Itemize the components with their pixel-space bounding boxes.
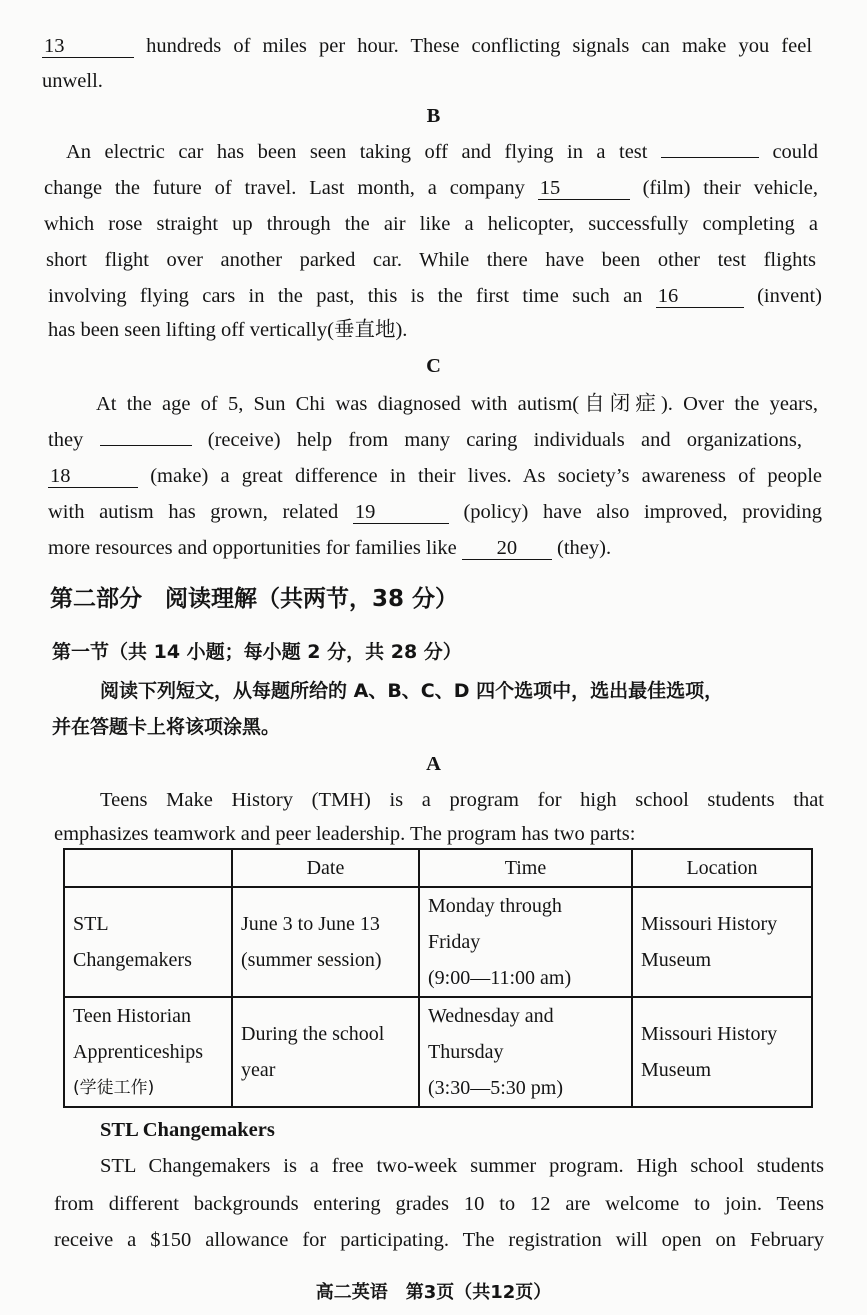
- time-cell: [419, 997, 632, 1107]
- text-span: involving flying cars in the past, this is the first time such an: [48, 285, 643, 307]
- text-span: more resources and opportunities for families like: [48, 537, 457, 559]
- location-cell: [632, 887, 812, 997]
- paragraph-line: which rose straight up through the air like a helicopter, successfully completing a: [44, 213, 818, 235]
- answer-blank: 16: [656, 285, 744, 308]
- section-heading-c: C: [426, 355, 441, 377]
- table-header-row: [64, 849, 812, 887]
- time-cell: [419, 887, 632, 997]
- paragraph-line: At the age of 5, Sun Chi was diagnosed with autism(自闭症). Over the years,: [96, 393, 818, 415]
- paragraph-line: [48, 282, 822, 310]
- cell-line: June 3 to June 13: [241, 913, 380, 935]
- text-span: with autism has grown, related: [48, 501, 339, 523]
- answer-blank: [661, 157, 759, 158]
- answer-blank: 13: [42, 35, 134, 58]
- cell-line: During the school: [241, 1023, 385, 1045]
- paragraph-line: from different backgrounds entering grades 10 to 12 are welcome to join. Teens: [54, 1193, 824, 1215]
- text-span: (they).: [557, 537, 612, 559]
- location-cell: [632, 997, 812, 1107]
- date-cell: [232, 887, 419, 997]
- cell-line: year: [241, 1059, 276, 1081]
- program-name-cell: [64, 887, 232, 997]
- answer-blank: 18: [48, 465, 138, 488]
- text-span: change the future of travel. Last month, a company: [44, 177, 525, 199]
- cell-line: Friday: [428, 931, 481, 953]
- part-two-title: 第二部分 阅读理解（共两节，38 分）: [50, 586, 459, 612]
- program-name-cell: [64, 997, 232, 1107]
- text-span: they: [48, 429, 84, 451]
- cell-line: Missouri History: [641, 1023, 778, 1045]
- cell-line: Museum: [641, 1059, 711, 1081]
- cell-line: (summer session): [241, 949, 382, 971]
- cell-line: STL: [73, 913, 109, 935]
- table-header-cell: Date: [232, 849, 419, 887]
- text-span: (film) their vehicle,: [642, 177, 819, 199]
- table-row: [64, 997, 812, 1107]
- text-span: could: [772, 141, 818, 163]
- paragraph-line: STL Changemakers is a free two-week summer program. High school students: [100, 1155, 824, 1177]
- passage-heading-a: A: [426, 753, 441, 775]
- text-span: (invent): [757, 285, 823, 307]
- page-footer: 高二英语 第3页（共12页）: [315, 1282, 552, 1303]
- paragraph-line: receive a $150 allowance for participating. The registration will open on February: [54, 1229, 824, 1251]
- answer-blank: 20: [462, 537, 552, 560]
- cell-line: (学徒工作): [73, 1078, 155, 1098]
- paragraph-line: [42, 32, 812, 60]
- instruction-line: 阅读下列短文，从每题所给的 A、B、C、D 四个选项中，选出最佳选项，: [100, 680, 724, 702]
- cell-line: Thursday: [428, 1041, 504, 1063]
- table-header-cell: [64, 849, 232, 887]
- cell-line: Teen Historian: [73, 1005, 192, 1027]
- paragraph-line: emphasizes teamwork and peer leadership. The program has two parts:: [54, 823, 636, 845]
- cell-line: Museum: [641, 949, 711, 971]
- cell-line: (9:00—11:00 am): [428, 967, 572, 989]
- cell-line: Apprenticeships: [73, 1041, 203, 1063]
- paragraph-line: [48, 498, 822, 526]
- table-header-cell: Location: [632, 849, 812, 887]
- text-span: (receive) help from many caring individuals and organizations,: [207, 429, 802, 451]
- paragraph-line: has been seen lifting off vertically(垂直地).: [48, 319, 408, 341]
- cell-line: Changemakers: [73, 949, 192, 971]
- text-span: (make) a great difference in their lives. As society’s awareness of people: [150, 465, 823, 487]
- cell-line: Missouri History: [641, 913, 778, 935]
- table-row: [64, 887, 812, 997]
- section-heading-b: B: [426, 105, 441, 127]
- cell-line: Wednesday and: [428, 1005, 554, 1027]
- answer-blank: [100, 445, 192, 446]
- date-cell: [232, 997, 419, 1107]
- text-span: (policy) have also improved, providing: [463, 501, 822, 523]
- section-one-subtitle: 第一节（共 14 小题；每小题 2 分，共 28 分）: [52, 641, 462, 663]
- paragraph-line: [48, 426, 802, 454]
- text-span: hundreds of miles per hour. These conflicting signals can make you feel: [146, 35, 813, 57]
- paragraph-line: [44, 174, 818, 202]
- paragraph-line: unwell.: [42, 70, 103, 92]
- program-schedule-table: [63, 848, 813, 1108]
- instruction-line: 并在答题卡上将该项涂黑。: [52, 716, 281, 738]
- cell-line: (3:30—5:30 pm): [428, 1077, 563, 1099]
- paragraph-line: Teens Make History (TMH) is a program for high school students that: [100, 789, 824, 811]
- text-span: An electric car has been seen taking off and flying in a test: [66, 141, 648, 163]
- paragraph-line: [48, 534, 611, 562]
- paragraph-line: [48, 462, 822, 490]
- paragraph-line: short flight over another parked car. While there have been other test flights: [46, 249, 816, 271]
- answer-blank: 15: [538, 177, 630, 200]
- table-header-cell: Time: [419, 849, 632, 887]
- sub-heading: STL Changemakers: [100, 1119, 275, 1141]
- cell-line: Monday through: [428, 895, 562, 917]
- answer-blank: 19: [353, 501, 449, 524]
- paragraph-line: [66, 138, 818, 166]
